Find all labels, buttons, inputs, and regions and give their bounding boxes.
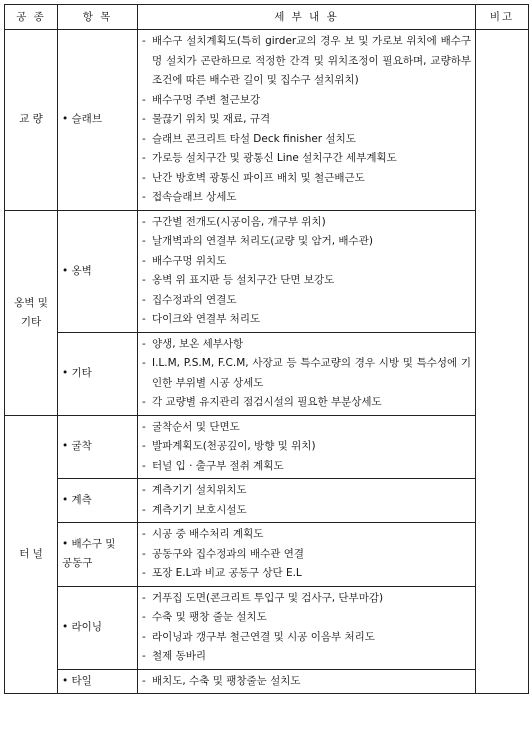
dash-bullet: - [142,420,146,433]
detail-text: 구간별 전개도(시공이음, 개구부 위치) [152,215,326,228]
detail-text: 접속슬래브 상세도 [152,191,237,203]
detail-text: 계측기기 보호시설도 [152,503,247,516]
detail-list-item [142,672,471,692]
detail-cell [138,210,476,332]
detail-list-item [142,188,471,208]
item-cell: • 기타 [58,332,138,415]
detail-list-item [142,457,471,477]
detail-text: 집수정과의 연결도 [152,293,237,306]
dash-bullet: - [142,611,146,623]
detail-cell [138,586,476,669]
table-row [5,30,529,211]
detail-list-item [142,291,471,311]
item-cell: • 배수구 및 공동구 [58,523,138,587]
dash-bullet: - [142,484,146,496]
item-cell: • 계측 [58,479,138,523]
work-type-cell: 교 량 [5,30,58,211]
dash-bullet: - [142,396,146,408]
detail-list-item [142,335,471,355]
table-row [5,479,529,523]
detail-list-item [142,608,471,628]
work-type-cell: 터 널 [5,415,58,694]
table-row [5,523,529,587]
table-body [5,30,529,694]
detail-text: 시공 중 배수처리 계획도 [152,528,264,540]
detail-list-item [142,525,471,545]
dash-bullet: - [142,171,146,184]
detail-list-item [142,545,471,565]
detail-text: 슬래브 콘크리트 타설 Deck finisher 설치도 [152,132,356,145]
detail-list-item [142,91,471,111]
dash-bullet: - [142,113,146,125]
detail-list-item [142,647,471,667]
dash-bullet: - [142,274,146,286]
detail-text: 물끊기 위치 및 재료, 규격 [152,113,271,125]
dash-bullet: - [142,528,146,540]
table-row [5,586,529,669]
dash-bullet: - [142,254,146,267]
item-cell: • 라이닝 [58,586,138,669]
detail-list-item [142,437,471,457]
detail-cell [138,479,476,523]
detail-list-item [142,501,471,521]
dash-bullet: - [142,313,146,325]
detail-text: 양생, 보온 세부사항 [152,337,244,350]
detail-text: 각 교량별 유지관리 점검시설의 필요한 부분상세도 [152,396,382,408]
detail-list-item [142,310,471,330]
dash-bullet: - [142,630,146,643]
item-cell: • 타일 [58,669,138,694]
dash-bullet: - [142,503,146,516]
detail-text: 굴착순서 및 단면도 [152,420,240,433]
detail-list-item [142,32,471,91]
dash-bullet: - [142,547,146,560]
dash-bullet: - [142,215,146,228]
dash-bullet: - [142,132,146,145]
detail-list-item [142,589,471,609]
detail-text: 배치도, 수축 및 팽창줄눈 설치도 [152,674,301,687]
detail-text: 발파계획도(천공깊이, 방향 및 위치) [152,440,316,452]
dash-bullet: - [142,591,146,604]
detail-list-item [142,354,471,393]
detail-text: 날개벽과의 연결부 처리도(교량 및 암거, 배수관) [152,235,373,247]
header-detail: 세 부 내 용 [138,5,476,30]
dash-bullet: - [142,459,146,472]
construction-detail-table [4,4,529,694]
detail-list-item [142,130,471,150]
dash-bullet: - [142,650,146,662]
detail-text: 배수구멍 위치도 [152,254,227,267]
detail-text: 난간 방호벽 광통신 파이프 배치 및 철근배근도 [152,171,365,184]
detail-cell [138,30,476,211]
detail-text: 수축 및 팽창 줄눈 설치도 [152,611,267,623]
detail-list-item [142,481,471,501]
detail-text: 계측기기 설치위치도 [152,484,247,496]
header-note: 비고 [476,5,529,30]
header-row [5,5,529,30]
detail-text: 공동구와 집수정과의 배수관 연결 [152,547,305,560]
detail-text: 라이닝과 갱구부 철근연결 및 시공 이음부 처리도 [152,630,375,643]
dash-bullet: - [142,152,146,164]
dash-bullet: - [142,235,146,247]
detail-list-item [142,169,471,189]
detail-list-item [142,271,471,291]
detail-text: 가로등 설치구간 및 광통신 Line 설치구간 세부계획도 [152,152,397,164]
item-cell: • 슬래브 [58,30,138,211]
table-row [5,415,529,479]
detail-list-item [142,252,471,272]
detail-text: 배수구멍 주변 철근보강 [152,93,261,106]
dash-bullet: - [142,93,146,106]
detail-text: 터널 입 · 출구부 절취 계획도 [152,459,284,472]
detail-list-item [142,232,471,252]
detail-list-item [142,418,471,438]
detail-cell [138,669,476,694]
table-row [5,332,529,415]
detail-text: 철제 동바리 [152,650,207,662]
note-cell [476,30,529,694]
detail-cell [138,332,476,415]
detail-cell [138,523,476,587]
detail-text: I.L.M, P.S.M, F.C.M, 사장교 등 특수교량의 경우 시방 및 특수성에 기인한 부위별 시공 상세도 [152,357,471,389]
detail-cell [138,415,476,479]
detail-list-item [142,564,471,584]
detail-text: 옹벽 위 표지판 등 설치구간 단면 보강도 [152,274,335,286]
dash-bullet: - [142,440,146,452]
work-type-cell: 옹벽 및 기타 [5,210,58,415]
detail-list-item [142,393,471,413]
detail-text: 다이크와 연결부 처리도 [152,313,261,325]
dash-bullet: - [142,293,146,306]
detail-text: 포장 E.L과 비교 공동구 상단 E.L [152,567,302,579]
dash-bullet: - [142,191,146,203]
dash-bullet: - [142,674,146,687]
header-work-type: 공 종 [5,5,58,30]
detail-list-item [142,149,471,169]
detail-list-item [142,628,471,648]
table-row [5,669,529,694]
dash-bullet: - [142,35,146,47]
dash-bullet: - [142,357,146,369]
dash-bullet: - [142,567,146,579]
detail-text: 거푸집 도면(콘크리트 투입구 및 검사구, 단부마감) [152,591,384,604]
header-item: 항 목 [58,5,138,30]
detail-text: 배수구 설치계획도(특히 girder교의 경우 보 및 가로보 위치에 배수구멍 설치가 곤란하므로 적정한 간격 및 위치조정이 필요하며, 교량하부 조건에 따른 배수관 길이 및 집수구 설치위치) [152,35,471,86]
dash-bullet: - [142,337,146,350]
item-cell: • 옹벽 [58,210,138,332]
detail-list-item [142,110,471,130]
item-cell: • 굴착 [58,415,138,479]
table-row [5,210,529,332]
detail-list-item [142,213,471,233]
